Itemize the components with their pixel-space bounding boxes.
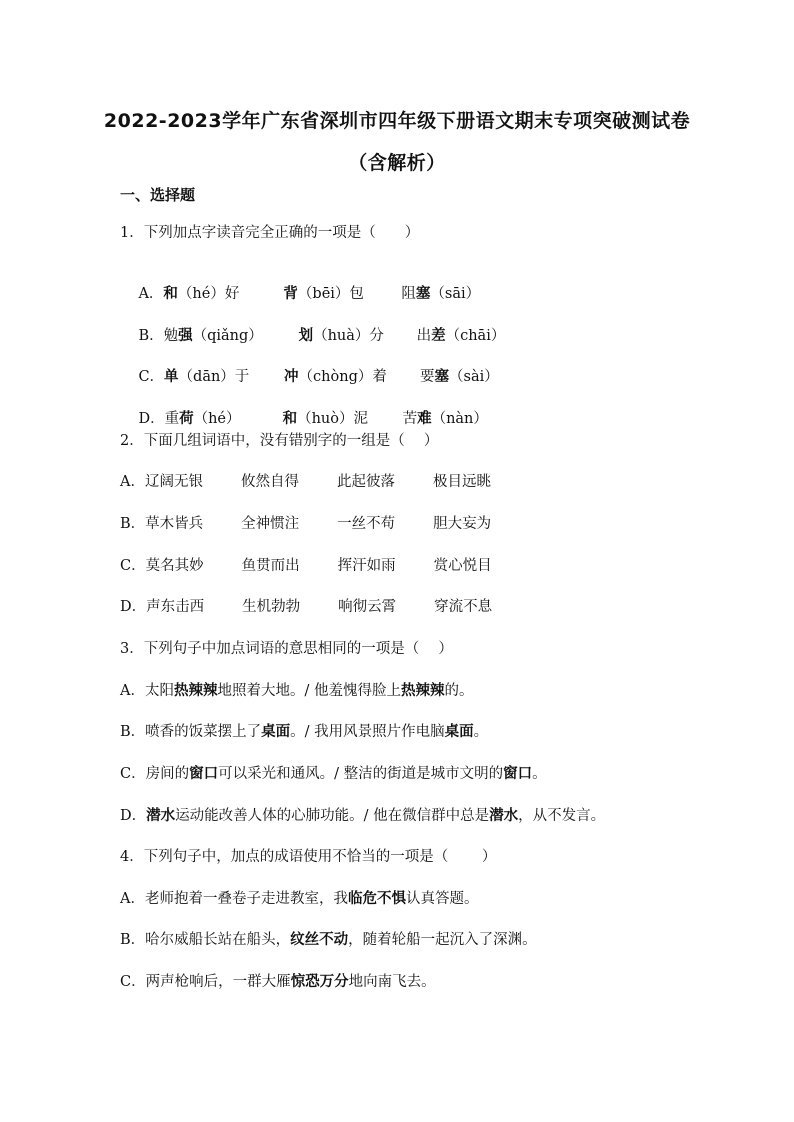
dotted-char: 强 (178, 328, 193, 344)
dotted-char: 背 (283, 286, 298, 302)
sentence-text: 可以采光和通风。/ 整洁的街道是城市文明的 (218, 766, 504, 782)
sentence-text: 的。 (444, 683, 474, 699)
sentence-text: B．哈尔威船长站在船头， (120, 932, 291, 948)
plain-char: 阻 (401, 286, 416, 302)
option-item (299, 326, 417, 346)
option-item (164, 326, 299, 346)
option-label: C． (138, 369, 165, 385)
word: 鱼贯而出 (241, 558, 300, 574)
sentence-text: C．两声枪响后，一群大雁 (120, 974, 291, 990)
word: 攸然自得 (240, 474, 299, 490)
sentence-text: ，从不发言。 (518, 808, 606, 824)
option-label: D． (138, 411, 165, 427)
dotted-char: 塞 (415, 286, 431, 302)
option-label: A． (120, 474, 145, 490)
word: 胆大妄为 (433, 516, 492, 532)
question-2-option-c (120, 556, 492, 576)
option-item (163, 284, 283, 304)
question-3-option-c (120, 764, 547, 784)
dotted-idiom: 纹丝不动 (290, 932, 349, 948)
plain-char: 出 (416, 328, 432, 344)
plain-char: 苦 (402, 411, 418, 427)
sentence-text: D． (120, 808, 147, 824)
sentence-text: 。/ 我用风景照片作电脑 (290, 724, 445, 740)
plain-char: 重 (164, 411, 180, 427)
option-item (283, 284, 401, 304)
question-4-stem: 4．下列句子中，加点的成语使用不恰当的一项是（ ） (120, 849, 497, 865)
dotted-word: 窗口 (189, 766, 219, 782)
sentence-text: B．喷香的饭菜摆上了 (120, 724, 262, 740)
question-1-stem: 1．下列加点字读音完全正确的一项是（ ） (120, 225, 420, 241)
pinyin: （sài） (449, 369, 499, 385)
dotted-word: 潜水 (489, 808, 519, 824)
word: 一丝不苟 (337, 516, 396, 532)
pinyin: （huà）分 (313, 328, 384, 344)
word: 响彻云霄 (338, 599, 397, 615)
sentence-text: C．房间的 (120, 766, 190, 782)
dotted-char: 塞 (434, 369, 450, 385)
plain-char: 勉 (163, 328, 179, 344)
dotted-char: 荷 (179, 411, 194, 427)
pinyin: （hé）好 (177, 286, 240, 302)
dotted-word: 潜水 (146, 808, 176, 824)
sentence-text: A．太阳 (120, 683, 174, 699)
question-3-stem: 3．下列句子中加点词语的意思相同的一项是（ ） (120, 641, 453, 657)
option-label: A． (138, 286, 164, 302)
pinyin: （chòng）着 (298, 369, 387, 385)
dotted-word: 桌面 (444, 724, 474, 740)
word: 此起彼落 (336, 474, 395, 490)
pinyin: （qiǎng） (192, 328, 263, 344)
word: 极目远眺 (432, 474, 491, 490)
pinyin: （sāi） (430, 286, 481, 302)
dotted-char: 冲 (284, 369, 299, 385)
sentence-text: 地向南飞去。 (348, 974, 436, 990)
option-item (165, 409, 283, 429)
word: 生机勃勃 (242, 599, 301, 615)
dotted-char: 和 (163, 286, 178, 302)
option-label: C． (120, 558, 146, 574)
sentence-text: ，随着轮船一起沉入了深渊。 (348, 932, 537, 948)
dotted-idiom: 惊恐万分 (290, 974, 349, 990)
document-subtitle: （含解析） (348, 152, 446, 174)
word: 声东击西 (146, 599, 205, 615)
question-4-option-a (120, 889, 478, 909)
dotted-word: 桌面 (261, 724, 291, 740)
word: 草木皆兵 (145, 516, 204, 532)
word: 挥汗如雨 (337, 558, 396, 574)
dotted-idiom: 临危不惧 (347, 891, 406, 907)
option-item (283, 409, 403, 429)
question-4-option-c (120, 972, 436, 992)
word: 穿流不息 (434, 599, 493, 615)
sentence-text: A．老师抱着一叠卷子走进教室，我 (120, 891, 348, 907)
section-heading: 一、选择题 (120, 186, 196, 204)
pinyin: （huò）泥 (297, 411, 368, 427)
question-3-option-a (120, 681, 473, 701)
word: 莫名其妙 (145, 558, 204, 574)
word: 辽阔无银 (144, 474, 203, 490)
pinyin: （chāi） (445, 328, 506, 344)
dotted-word: 热辣辣 (400, 683, 445, 699)
sentence-text: 认真答题。 (405, 891, 479, 907)
option-item (284, 367, 420, 387)
option-label: D． (120, 599, 147, 615)
sentence-text: 地照着大地。/ 他羞愧得脸上 (217, 683, 401, 699)
pinyin: （hé） (193, 411, 241, 427)
pinyin: （dān）于 (178, 369, 250, 385)
pinyin: （bēi）包 (297, 286, 364, 302)
question-2-stem: 2．下面几组词语中，没有错别字的一组是（ ） (120, 433, 439, 449)
dotted-char: 划 (298, 328, 314, 344)
pinyin: （nàn） (431, 411, 488, 427)
word: 赏心悦目 (433, 558, 492, 574)
dotted-char: 差 (431, 328, 446, 344)
dotted-char: 单 (164, 369, 179, 385)
dotted-char: 和 (282, 411, 298, 427)
sentence-text: 。 (532, 766, 547, 782)
question-3-option-b (120, 722, 488, 742)
question-2-option-a (120, 472, 491, 492)
question-3-option-d (120, 806, 605, 826)
question-2-option-b (120, 514, 491, 534)
option-item (401, 284, 480, 304)
question-2-option-d (120, 597, 492, 617)
word: 全神惯注 (241, 516, 300, 532)
option-item (164, 367, 284, 387)
option-item (403, 409, 488, 429)
document-title: 2022-2023学年广东省深圳市四年级下册语文期末专项突破测试卷 (103, 110, 691, 132)
option-label: B． (120, 516, 146, 532)
option-label: B． (138, 328, 164, 344)
sentence-text: 运动能改善人体的心肺功能。/ 他在微信群中总是 (175, 808, 490, 824)
plain-char: 要 (420, 369, 435, 385)
option-item (420, 367, 499, 387)
question-4-option-b (120, 930, 537, 950)
dotted-char: 难 (417, 411, 432, 427)
dotted-word: 热辣辣 (173, 683, 218, 699)
dotted-word: 窗口 (503, 766, 533, 782)
option-item (417, 326, 506, 346)
sentence-text: 。 (473, 724, 489, 740)
